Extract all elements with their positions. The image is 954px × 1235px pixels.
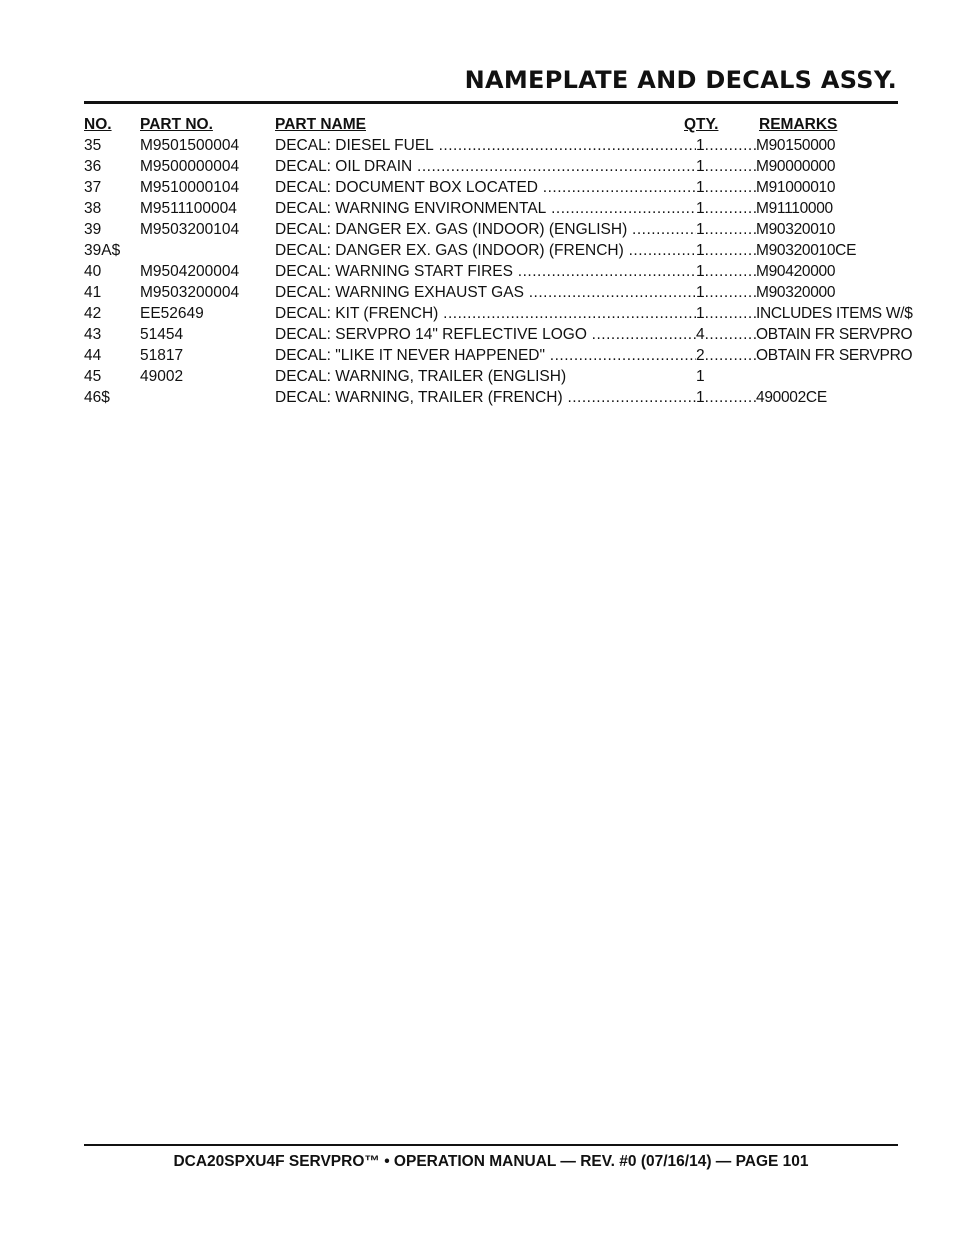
part-name-cell: DECAL: SERVPRO 14" REFLECTIVE LOGO ..... — [275, 324, 696, 345]
remarks-cell: 490002CE — [756, 389, 827, 406]
qty-cell: 2 ..... — [696, 345, 756, 366]
table-row — [84, 219, 914, 240]
remarks-cell: M91000010 — [756, 179, 836, 196]
part-number-index: 41 — [84, 284, 102, 301]
part-no-cell: M9500000004 — [140, 158, 240, 175]
column-header-remarks: REMARKS — [759, 116, 838, 133]
part-number-index: 35 — [84, 137, 102, 154]
page-footer: DCA20SPXU4F SERVPRO™ • OPERATION MANUAL — REV. #0 (07/16/14) — PAGE 101 — [173, 1153, 809, 1170]
part-no-cell: EE52649 — [140, 305, 204, 322]
qty-cell: 1 — [696, 368, 705, 385]
remarks-cell: M90320000 — [756, 284, 836, 301]
table-header — [84, 114, 914, 135]
table-row — [84, 303, 914, 324]
remarks-cell: OBTAIN FR SERVPRO — [756, 347, 913, 364]
remarks-cell: M90150000 — [756, 137, 836, 154]
part-number-index: 46$ — [84, 389, 110, 406]
column-header-part-no: PART NO. — [140, 116, 213, 133]
table-row — [84, 387, 914, 408]
part-name-cell: DECAL: DANGER EX. GAS (INDOOR) (ENGLISH) ..... — [275, 219, 696, 240]
column-header-part-name: PART NAME — [275, 116, 366, 133]
table-row — [84, 198, 914, 219]
remarks-cell: INCLUDES ITEMS W/$ — [756, 305, 913, 322]
part-name-cell: DECAL: WARNING, TRAILER (FRENCH) ..... — [275, 387, 696, 408]
parts-table — [84, 114, 914, 408]
part-name-cell: DECAL: WARNING, TRAILER (ENGLISH) — [275, 368, 567, 385]
qty-cell: 1 ..... — [696, 219, 756, 240]
qty-cell: 1 ..... — [696, 135, 756, 156]
table-row — [84, 240, 914, 261]
column-header-qty: QTY. — [684, 116, 719, 133]
remarks-cell: OBTAIN FR SERVPRO — [756, 326, 913, 343]
part-number-index: 37 — [84, 179, 102, 196]
qty-cell: 1 ..... — [696, 303, 756, 324]
table-row — [84, 324, 914, 345]
remarks-cell: M90320010 — [756, 221, 836, 238]
part-number-index: 40 — [84, 263, 102, 280]
part-name-cell: DECAL: DANGER EX. GAS (INDOOR) (FRENCH) ..... — [275, 240, 696, 261]
part-no-cell: 51454 — [140, 326, 184, 343]
footer-divider — [84, 1144, 898, 1146]
remarks-cell: M90420000 — [756, 263, 836, 280]
part-number-index: 39A$ — [84, 242, 121, 259]
qty-cell: 4 ..... — [696, 324, 756, 345]
qty-cell: 1 ..... — [696, 282, 756, 303]
table-row — [84, 261, 914, 282]
table-row — [84, 156, 914, 177]
part-name-cell: DECAL: WARNING START FIRES ..... — [275, 261, 696, 282]
part-name-cell: DECAL: "LIKE IT NEVER HAPPENED" ..... — [275, 345, 696, 366]
part-name-cell: DECAL: DIESEL FUEL ..... — [275, 135, 696, 156]
qty-cell: 1 ..... — [696, 261, 756, 282]
table-row — [84, 177, 914, 198]
qty-cell: 1 ..... — [696, 387, 756, 408]
column-header-no: NO. — [84, 116, 112, 133]
part-no-cell: M9501500004 — [140, 137, 240, 154]
part-number-index: 43 — [84, 326, 102, 343]
remarks-cell: M91110000 — [756, 200, 833, 217]
remarks-cell: M90320010CE — [756, 242, 857, 259]
part-no-cell: M9503200004 — [140, 284, 240, 301]
part-no-cell: M9511100004 — [140, 200, 237, 217]
part-number-index: 44 — [84, 347, 102, 364]
part-number-index: 45 — [84, 368, 102, 385]
table-row — [84, 366, 914, 387]
part-name-cell: DECAL: KIT (FRENCH) ..... — [275, 303, 696, 324]
part-number-index: 36 — [84, 158, 102, 175]
part-no-cell: M9504200004 — [140, 263, 240, 280]
table-row — [84, 282, 914, 303]
part-no-cell: M9510000104 — [140, 179, 240, 196]
part-name-cell: DECAL: WARNING ENVIRONMENTAL ..... — [275, 198, 696, 219]
qty-cell: 1 ..... — [696, 156, 756, 177]
qty-cell: 1 ..... — [696, 177, 756, 198]
part-name-cell: DECAL: DOCUMENT BOX LOCATED ..... — [275, 177, 696, 198]
part-no-cell: M9503200104 — [140, 221, 240, 238]
qty-cell: 1 ..... — [696, 240, 756, 261]
table-body — [84, 135, 914, 408]
part-no-cell: 49002 — [140, 368, 184, 385]
page-title: NAMEPLATE AND DECALS ASSY. — [464, 66, 897, 94]
part-number-index: 39 — [84, 221, 102, 238]
part-name-cell: DECAL: WARNING EXHAUST GAS ..... — [275, 282, 696, 303]
table-row — [84, 135, 914, 156]
part-no-cell: 51817 — [140, 347, 184, 364]
part-number-index: 42 — [84, 305, 102, 322]
remarks-cell: M90000000 — [756, 158, 836, 175]
table-row — [84, 345, 914, 366]
title-divider — [84, 101, 898, 104]
part-number-index: 38 — [84, 200, 102, 217]
part-name-cell: DECAL: OIL DRAIN ..... — [275, 156, 696, 177]
qty-cell: 1 ..... — [696, 198, 756, 219]
